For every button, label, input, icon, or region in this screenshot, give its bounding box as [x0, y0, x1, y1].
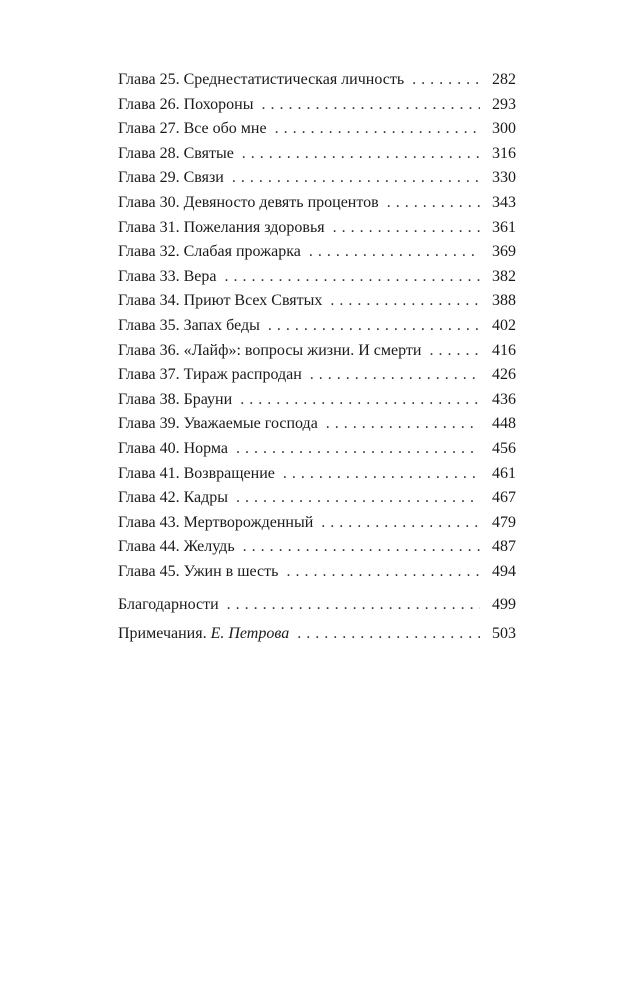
- chapter-title: Девяносто девять процентов: [183, 193, 379, 211]
- page-number: 448: [492, 415, 516, 433]
- page-number: 382: [492, 267, 516, 285]
- page-number: 436: [492, 390, 516, 408]
- page-number: 467: [492, 489, 516, 507]
- dot-leader: [297, 622, 480, 647]
- toc-entry-chapter[interactable]: [118, 412, 516, 437]
- toc-entry-chapter[interactable]: [118, 166, 516, 191]
- page-number: 461: [492, 464, 516, 482]
- chapter-number: Глава 44.: [118, 538, 180, 556]
- chapter-number: Глава 30.: [118, 193, 180, 211]
- page-number: 293: [492, 95, 516, 113]
- toc-entry-chapter[interactable]: [118, 486, 516, 511]
- chapter-title: Святые: [183, 144, 234, 162]
- chapter-number: Глава 29.: [118, 169, 180, 187]
- dot-leader: [243, 535, 480, 560]
- notes-title: Примечания.: [118, 625, 207, 643]
- dot-leader: [321, 511, 480, 536]
- dot-leader: [242, 142, 480, 167]
- page-number: 330: [492, 169, 516, 187]
- dot-leader: [232, 166, 480, 191]
- chapter-number: Глава 28.: [118, 144, 180, 162]
- toc-entry-chapter[interactable]: [118, 289, 516, 314]
- dot-leader: [310, 363, 480, 388]
- toc-entry-notes[interactable]: [118, 622, 516, 647]
- chapter-title: Мертворожденный: [183, 513, 314, 531]
- toc-entry-chapter[interactable]: [118, 560, 516, 585]
- chapter-number: Глава 42.: [118, 489, 180, 507]
- page-number: 361: [492, 218, 516, 236]
- chapter-number: Глава 39.: [118, 415, 180, 433]
- dot-leader: [429, 339, 480, 364]
- page-number: 416: [492, 341, 516, 359]
- page-number: 479: [492, 513, 516, 531]
- toc-entry-chapter[interactable]: [118, 314, 516, 339]
- toc-entry-chapter[interactable]: [118, 142, 516, 167]
- chapter-title: Вера: [183, 267, 217, 285]
- chapter-title: Тираж распродан: [183, 366, 302, 384]
- toc-entry-chapter[interactable]: [118, 216, 516, 241]
- chapter-title: Приют Всех Святых: [183, 292, 323, 310]
- chapter-number: Глава 40.: [118, 439, 180, 457]
- chapter-number: Глава 38.: [118, 390, 180, 408]
- page-number: 388: [492, 292, 516, 310]
- toc-entry-chapter[interactable]: [118, 68, 516, 93]
- chapter-number: Глава 33.: [118, 267, 180, 285]
- dot-leader: [236, 437, 480, 462]
- chapter-title: Желудь: [183, 538, 235, 556]
- dot-leader: [224, 265, 480, 290]
- page-number: 402: [492, 316, 516, 334]
- dot-leader: [227, 593, 480, 618]
- acknowledgments-title: Благодарности: [118, 596, 219, 614]
- page-number: 499: [492, 596, 516, 614]
- toc-entry-chapter[interactable]: [118, 117, 516, 142]
- chapter-title: Возвращение: [183, 464, 275, 482]
- toc-entry-chapter[interactable]: [118, 339, 516, 364]
- dot-leader: [236, 486, 480, 511]
- toc-entry-chapter[interactable]: [118, 191, 516, 216]
- chapter-number: Глава 31.: [118, 218, 180, 236]
- toc-entry-chapter[interactable]: [118, 93, 516, 118]
- dot-leader: [261, 93, 480, 118]
- page-number: 343: [492, 193, 516, 211]
- dot-leader: [333, 216, 480, 241]
- page-number: 369: [492, 243, 516, 261]
- chapter-number: Глава 45.: [118, 562, 180, 580]
- chapter-title: Кадры: [183, 489, 229, 507]
- dot-leader: [309, 240, 480, 265]
- chapter-title: Запах беды: [183, 316, 260, 334]
- dot-leader: [240, 388, 480, 413]
- chapter-title: Норма: [183, 439, 229, 457]
- dot-leader: [387, 191, 480, 216]
- dot-leader: [268, 314, 480, 339]
- chapter-number: Глава 35.: [118, 316, 180, 334]
- toc-entry-chapter[interactable]: [118, 535, 516, 560]
- dot-leader: [275, 117, 480, 142]
- chapter-title: Слабая прожарка: [183, 243, 301, 261]
- chapter-title: Пожелания здоровья: [183, 218, 325, 236]
- chapter-title: Похороны: [183, 95, 254, 113]
- dot-leader: [330, 289, 480, 314]
- page-number: 316: [492, 144, 516, 162]
- table-of-contents: [118, 68, 516, 647]
- chapter-number: Глава 26.: [118, 95, 180, 113]
- dot-leader: [286, 560, 480, 585]
- chapter-number: Глава 27.: [118, 120, 180, 138]
- toc-entry-chapter[interactable]: [118, 462, 516, 487]
- toc-entry-chapter[interactable]: [118, 363, 516, 388]
- section-gap: [118, 584, 516, 593]
- page-number: 300: [492, 120, 516, 138]
- toc-entry-chapter[interactable]: [118, 388, 516, 413]
- chapter-title: Среднестатистическая личность: [183, 71, 405, 88]
- chapter-number: Глава 43.: [118, 513, 180, 531]
- chapter-title: Ужин в шесть: [183, 562, 279, 580]
- chapter-title: «Лайф»: вопросы жизни. И смерти: [183, 341, 422, 359]
- chapter-number: Глава 36.: [118, 341, 180, 359]
- dot-leader: [412, 68, 480, 93]
- chapter-number: Глава 41.: [118, 464, 180, 482]
- chapter-title: Уважаемые господа: [183, 415, 318, 433]
- notes-author: Е. Петрова: [210, 625, 290, 643]
- page-number: 494: [492, 562, 516, 580]
- dot-leader: [326, 412, 480, 437]
- page-number: 426: [492, 366, 516, 384]
- toc-entry-chapter[interactable]: [118, 437, 516, 462]
- toc-entry-acknowledgments[interactable]: [118, 593, 516, 618]
- chapter-number: Глава 32.: [118, 243, 180, 261]
- page-number: 456: [492, 439, 516, 457]
- toc-entry-chapter[interactable]: [118, 265, 516, 290]
- dot-leader: [283, 462, 480, 487]
- page-number: 282: [492, 71, 516, 88]
- toc-entry-chapter[interactable]: [118, 240, 516, 265]
- chapter-title: Брауни: [183, 390, 233, 408]
- chapter-title: Связи: [183, 169, 224, 187]
- page-number: 503: [492, 625, 516, 643]
- chapter-number: Глава 34.: [118, 292, 180, 310]
- chapter-title: Все обо мне: [183, 120, 267, 138]
- page-number: 487: [492, 538, 516, 556]
- toc-entry-chapter[interactable]: [118, 511, 516, 536]
- chapter-number: Глава 37.: [118, 366, 180, 384]
- chapter-number: Глава 25.: [118, 71, 180, 88]
